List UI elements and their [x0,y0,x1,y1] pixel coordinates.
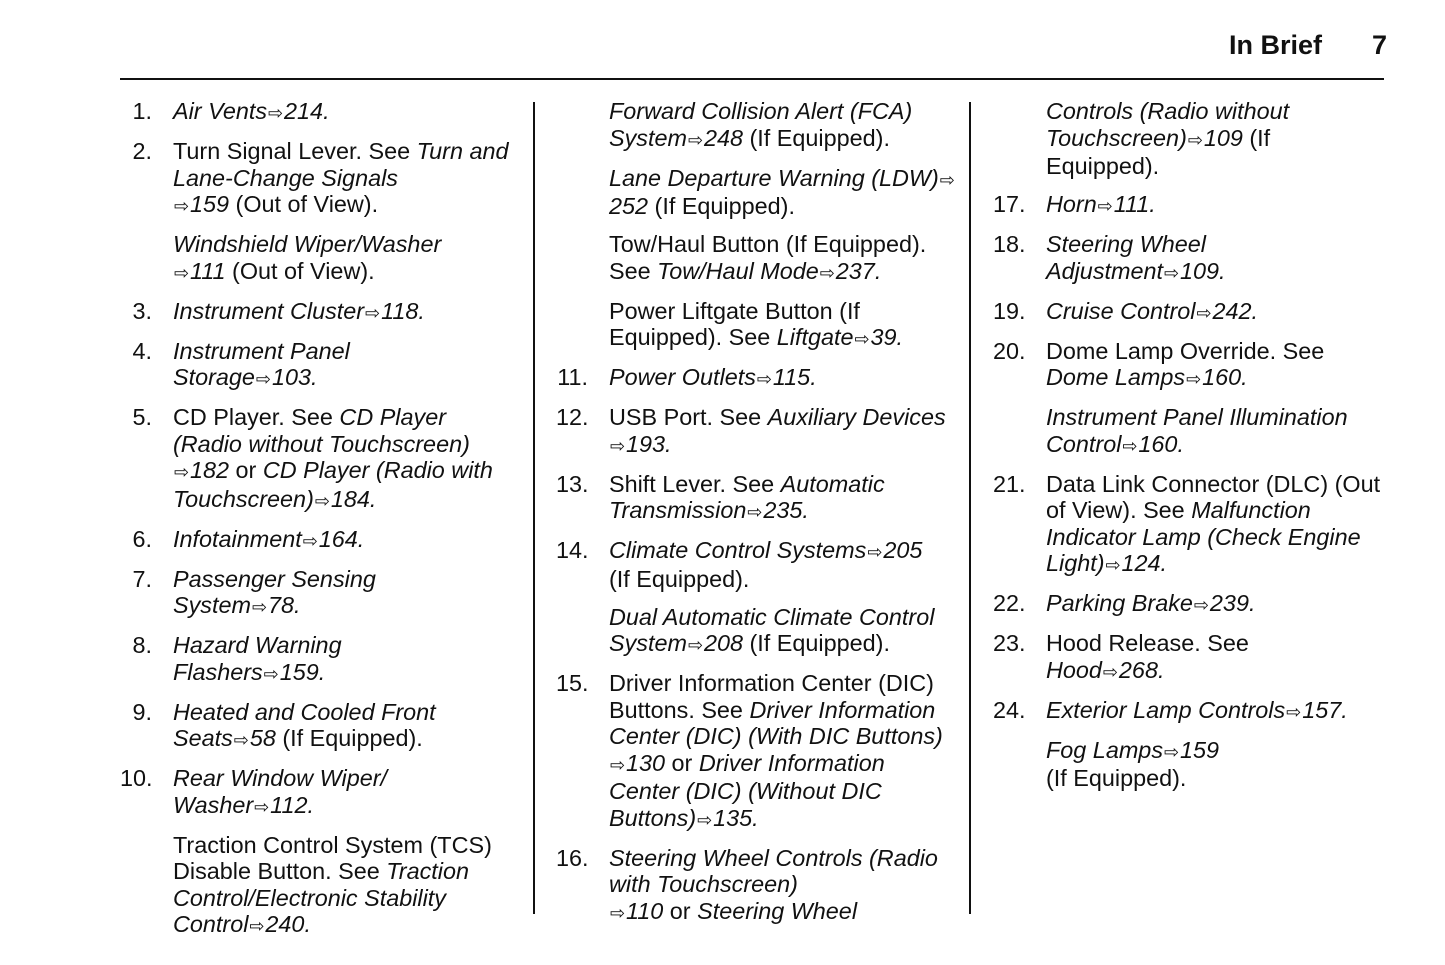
index-entry [556,537,956,659]
page-reference[interactable]: 252 [609,193,649,219]
topic-reference: Forward Collision Alert (FCA) System [609,98,913,151]
topic-reference: Liftgate [776,324,854,350]
page-reference[interactable]: 160 [1202,364,1242,390]
index-entry [993,590,1385,619]
page-reference-arrow-icon: ⇨ [1097,196,1113,216]
page-reference-arrow-icon: ⇨ [939,169,955,190]
page-reference-arrow-icon: ⇨ [609,754,626,775]
page-reference[interactable]: 159 [1180,736,1220,763]
column-divider [533,102,535,914]
entry-text [609,98,956,153]
entry-text [1046,231,1385,286]
entry-text [173,632,520,687]
entry-number: 11. [557,364,588,390]
page-reference[interactable]: 160 [1138,430,1178,457]
entry-text [1046,471,1385,579]
page-reference[interactable]: 159 [279,658,319,685]
page-reference-arrow-icon: ⇨ [747,502,763,522]
entry-text [609,165,956,220]
section-title: In Brief [1228,30,1322,60]
topic-reference: Lane Departure Warning (LDW) [609,164,939,191]
entry-text [1046,630,1385,685]
index-entry [556,670,956,833]
page-reference-arrow-icon: ⇨ [819,262,835,283]
topic-reference: Instrument Panel [173,337,350,364]
topic-reference: Parking Brake [1046,590,1193,616]
index-entry [120,98,520,127]
entry-text [609,298,956,353]
page-reference[interactable]: 157 [1302,696,1342,723]
page-reference-arrow-icon: ⇨ [173,196,190,216]
topic-reference: Storage [173,364,255,390]
page-reference[interactable]: 239 [1209,590,1249,616]
topic-reference: Instrument Cluster [173,297,365,324]
topic-reference: . [304,911,311,937]
page-reference-arrow-icon: ⇨ [251,597,268,617]
page-reference-arrow-icon: ⇨ [1286,701,1302,722]
entry-number: 2. [132,138,152,164]
page-reference[interactable]: 58 [249,725,276,751]
index-entry [556,471,956,526]
index-entry [120,338,520,393]
page-reference[interactable]: 124 [1121,550,1161,576]
page-reference-arrow-icon: ⇨ [365,302,381,323]
entry-text [1046,98,1385,180]
entry-label: or [229,457,263,483]
column-left [120,98,520,951]
entry-number: 17. [993,191,1026,217]
index-entry [556,98,956,353]
topic-reference: Fog Lamps [1046,736,1164,763]
page-number: 7 [1371,30,1387,60]
topic-reference: . [752,804,759,831]
entry-label: Data Link Connector (DLC) (Out of View). See [1046,470,1381,523]
topic-reference: Steering Wheel [697,897,858,924]
page-reference[interactable]: 103 [271,364,311,390]
entry-number: 20. [993,337,1026,364]
column-middle [556,98,956,938]
entry-text [173,338,520,393]
entry-label: (If Equipped). [1046,765,1187,791]
index-entry [993,191,1385,220]
topic-reference: . [369,485,377,512]
entry-text [173,765,520,820]
entry-label: (Out of View). [229,191,379,217]
entry-number: 18. [993,231,1026,257]
topic-reference: . [1219,257,1226,284]
page-reference-arrow-icon: ⇨ [697,809,713,830]
entry-number: 8. [132,632,152,658]
page-reference[interactable]: 208 [703,630,744,656]
index-entry [120,526,520,555]
topic-reference: Infotainment [173,525,302,552]
topic-reference: . [1149,191,1156,217]
entry-number: 10. [120,765,153,791]
topic-reference: Steering Wheel Controls (Radio with Touchscreen) [609,844,938,897]
page-reference-arrow-icon: ⇨ [1102,661,1118,682]
entry-label: Driver Information Center (DIC) Buttons. See [609,670,934,723]
entry-label: (If Equipped). [743,124,890,151]
index-entry [120,632,520,687]
entry-text [1046,298,1385,327]
topic-reference: Passenger Sensing [173,565,376,592]
page-reference[interactable]: 268 [1118,656,1158,683]
entry-number: 16. [556,844,589,871]
index-entry [120,765,520,940]
page-reference[interactable]: 115 [772,364,811,390]
page-reference-arrow-icon: ⇨ [687,635,704,655]
page-reference-arrow-icon: ⇨ [609,435,626,456]
index-entry [993,338,1385,460]
entry-label: Power Liftgate Button (If Equipped). See [609,297,860,350]
entry-label: Dome Lamp Override. See [1046,337,1325,364]
page-reference[interactable]: 130 [626,749,666,776]
topic-reference: Flashers [173,658,263,685]
index-entry [993,697,1385,792]
entry-number: 21. [993,470,1026,497]
entry-text [173,404,520,514]
entry-number: 3. [132,297,152,324]
topic-reference: Rear Window Wiper/ [173,765,388,791]
page-reference-arrow-icon: ⇨ [687,129,704,150]
entry-number: 23. [993,630,1026,656]
entry-text [609,845,956,927]
entry-number: 5. [132,404,152,430]
entry-label: (If Equipped). [275,725,423,751]
topic-reference: . [1157,656,1165,683]
topic-reference: . [294,592,301,618]
entry-number: 1. [132,98,152,124]
entry-text [609,231,956,286]
page-reference[interactable]: 111 [190,257,226,284]
page-reference-arrow-icon: ⇨ [756,369,772,389]
page-reference[interactable]: 248 [703,124,744,151]
page-reference[interactable]: 111 [1113,191,1150,217]
topic-reference: Steering Wheel [1046,231,1206,257]
topic-reference: Traction Control/Electronic Stability Control [173,858,470,937]
page-reference[interactable]: 118 [381,297,419,324]
index-entry [556,404,956,459]
page-reference-arrow-icon: ⇨ [1193,595,1209,615]
entry-label: or [665,749,699,776]
page-reference[interactable]: 242 [1212,297,1252,324]
entry-number: 22. [993,590,1026,616]
entry-text [1046,404,1385,459]
entry-label: (Out of View). [225,257,375,284]
index-entry [120,404,520,514]
topic-reference: Heated and Cooled Front [173,698,436,725]
page-reference-arrow-icon: ⇨ [1187,129,1203,150]
topic-reference: . [1248,590,1256,616]
index-entry [993,298,1385,327]
topic-reference: Tow/Haul Mode [657,257,819,284]
page-reference-arrow-icon: ⇨ [1105,555,1121,575]
page-reference-arrow-icon: ⇨ [867,542,883,562]
entry-label: CD Player. See [173,404,340,430]
topic-reference: Washer [173,791,254,818]
topic-reference: Cruise Control [1046,297,1196,324]
topic-reference: . [357,525,365,552]
topic-reference: Adjustment [1046,257,1164,284]
page-reference[interactable]: 214 [284,98,324,124]
topic-reference: . [810,364,817,390]
topic-reference: CD Player (Radio without Touchscreen) [173,404,470,457]
entry-text [609,537,956,592]
column-divider [969,102,971,914]
page-reference-arrow-icon: ⇨ [249,916,265,936]
page-reference-arrow-icon: ⇨ [314,490,330,511]
topic-reference: . [1251,297,1259,324]
page-reference[interactable]: 159 [190,191,230,217]
entry-label: or [663,897,698,924]
entry-text [173,138,520,220]
index-entry [120,566,520,621]
topic-reference: . [323,98,330,124]
entry-label: Traction Control System (TCS) Disable Button. See [173,831,492,884]
page-reference-arrow-icon: ⇨ [173,462,190,482]
entry-number: 15. [556,670,589,696]
entry-number: 7. [132,565,152,592]
header-rule [120,78,1384,80]
page-reference[interactable]: 112 [270,791,308,818]
page-reference[interactable]: 184 [330,485,370,512]
topic-reference: Malfunction Indicator Lamp (Check Engine Light) [1046,497,1361,576]
entry-text [609,670,956,833]
page-reference-arrow-icon: ⇨ [173,262,190,283]
entry-text [1046,697,1385,726]
topic-reference: . [896,324,904,350]
topic-reference: Air Vents [173,98,268,124]
entry-label: Hood Release. See [1046,630,1249,656]
page-reference-arrow-icon: ⇨ [302,530,318,551]
topic-reference: . [307,791,314,818]
column-right [993,98,1385,803]
topic-reference: CD Player (Radio with Touchscreen) [173,457,493,512]
index-entry [993,98,1385,180]
page-reference[interactable]: 237 [835,257,875,284]
entry-text [609,471,956,526]
entry-text [609,404,956,459]
page-reference[interactable]: 182 [190,457,230,483]
topic-reference: . [318,658,326,685]
topic-reference: . [802,497,809,523]
topic-reference: Driver Information Center (DIC) (Without DIC Buttons) [609,749,885,831]
topic-reference: Dome Lamps [1046,364,1186,390]
entry-number: 9. [132,698,152,725]
page-reference[interactable]: 39 [870,324,897,350]
entry-text [1046,338,1385,393]
topic-reference: Turn and Lane-Change Signals [173,138,509,191]
entry-number: 12. [556,404,589,430]
topic-reference: . [874,257,882,284]
page-reference[interactable]: 78 [267,592,295,618]
index-entry [120,138,520,286]
page-reference[interactable]: 235 [763,497,803,523]
entry-text [1046,590,1385,619]
entry-text [609,604,956,659]
topic-reference: Windshield Wiper/Washer [173,231,442,257]
page-reference[interactable]: 110 [626,897,664,924]
page-reference-arrow-icon: ⇨ [854,329,870,349]
entry-text [173,566,520,621]
index-entry [993,471,1385,579]
entry-text [1046,191,1385,220]
entry-number: 19. [993,297,1026,324]
page-reference[interactable]: 205 [883,537,923,563]
page-reference-arrow-icon: ⇨ [1122,435,1138,456]
entry-text [173,298,520,327]
topic-reference: Automatic Transmission [609,470,885,523]
entry-label: (If Equipped). [648,193,795,219]
topic-reference: . [1177,430,1184,457]
entry-text [173,98,520,127]
topic-reference: . [1241,364,1248,390]
index-entry [120,699,520,754]
entry-label: USB Port. See [609,404,768,430]
topic-reference: . [1160,550,1168,576]
topic-reference: . [1341,696,1348,723]
page-reference[interactable]: 164 [318,525,358,552]
page-reference[interactable]: 109 [1180,257,1220,284]
entry-label: Tow/Haul Button (If Equipped). See [609,231,927,284]
page-reference-arrow-icon: ⇨ [263,663,279,684]
topic-reference: Climate Control Systems [609,537,867,563]
page-reference[interactable]: 135 [713,804,753,831]
entry-label: (If Equipped). [609,565,750,592]
entry-text [1046,737,1385,792]
entry-number: 14. [556,537,589,563]
topic-reference: System [173,592,251,618]
topic-reference: Controls (Radio without Touchscreen) [1046,98,1290,151]
page-reference[interactable]: 193 [626,430,666,457]
page-reference[interactable]: 109 [1203,124,1243,151]
page-reference-arrow-icon: ⇨ [1163,262,1180,283]
entry-text [609,364,956,393]
topic-reference: Driver Information Center (DIC) (With DIC Buttons) [609,696,943,749]
page-reference-arrow-icon: ⇨ [254,796,270,817]
entry-number: 24. [993,696,1026,723]
entry-text [173,832,520,940]
entry-label: (If Equipped). [1046,124,1271,179]
entry-number: 13. [556,470,589,497]
topic-reference: Instrument Panel Illumination Control [1046,404,1348,457]
page-reference-arrow-icon: ⇨ [1163,741,1180,762]
page-reference-arrow-icon: ⇨ [1196,302,1212,323]
topic-reference: Power Outlets [609,364,756,390]
topic-reference: . [665,430,672,457]
topic-reference: . [310,364,318,390]
entry-label: (If Equipped). [743,630,890,656]
topic-reference: . [418,297,425,324]
page-reference[interactable]: 240 [265,911,305,937]
topic-reference: Horn [1046,191,1097,217]
topic-reference: Hazard Warning [173,632,342,658]
topic-reference: Seats [173,725,233,751]
entry-label: Shift Lever. See [609,470,781,497]
topic-reference: Hood [1046,656,1102,683]
page-reference-arrow-icon: ⇨ [255,369,271,389]
entry-label: Turn Signal Lever. See [173,138,417,164]
page-reference-arrow-icon: ⇨ [267,103,284,123]
topic-reference: Exterior Lamp Controls [1046,696,1286,723]
page-reference-arrow-icon: ⇨ [233,730,249,750]
topic-reference: Dual Automatic Climate Control System [609,603,935,656]
entry-number: 4. [132,337,152,364]
index-entry [120,298,520,327]
page-reference-arrow-icon: ⇨ [1186,369,1202,389]
index-entry [556,364,956,393]
index-entry [993,231,1385,286]
page-header [1229,30,1387,61]
index-entry [993,630,1385,685]
topic-reference: Auxiliary Devices [767,404,946,430]
page-reference-arrow-icon: ⇨ [609,902,626,923]
entry-text [173,699,520,754]
entry-text [173,231,520,286]
index-entry [556,845,956,927]
entry-number: 6. [132,525,152,552]
entry-text [173,526,520,555]
